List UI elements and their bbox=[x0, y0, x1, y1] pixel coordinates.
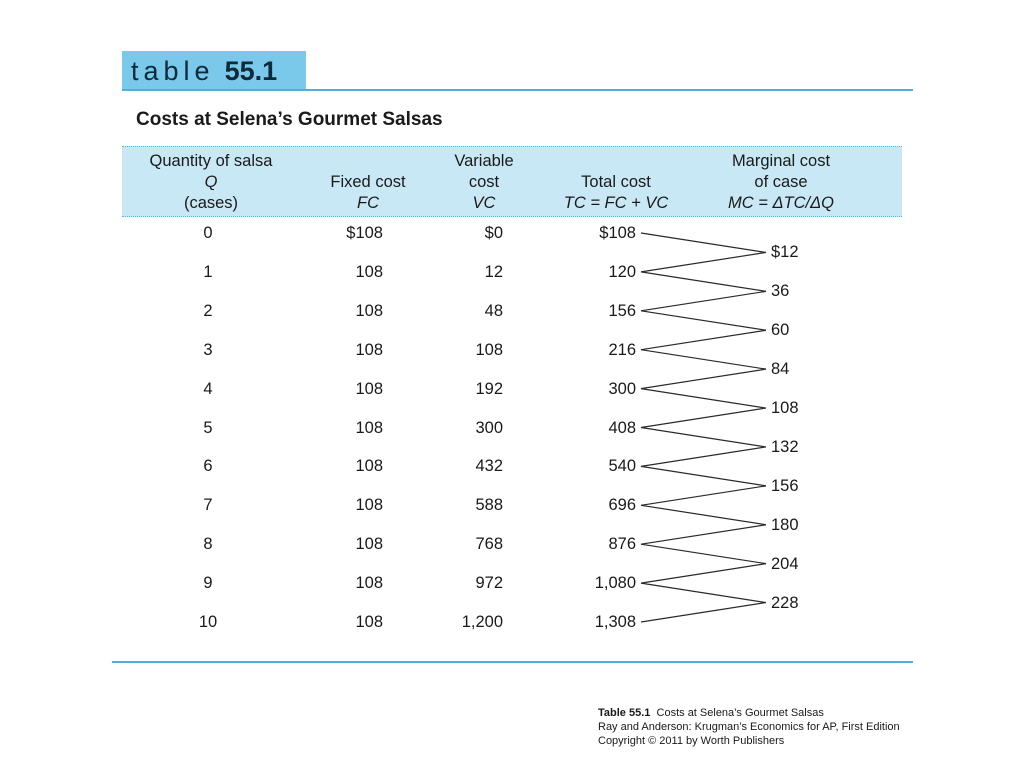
cell-vc: 108 bbox=[475, 340, 503, 359]
cell-fc: 108 bbox=[355, 457, 383, 476]
cell-tc: 408 bbox=[608, 418, 636, 437]
connector-line bbox=[641, 291, 766, 310]
cell-vc: 300 bbox=[475, 418, 503, 437]
header-variable-cost-line-1: Variable bbox=[454, 152, 514, 170]
footer-source: Ray and Anderson: Krugman’s Economics for AP, First Edition bbox=[598, 721, 900, 733]
cell-q: 0 bbox=[203, 224, 213, 242]
connector-line bbox=[641, 447, 766, 466]
cell-vc: 432 bbox=[475, 457, 503, 476]
cell-tc: 876 bbox=[608, 535, 636, 554]
cell-fc: 108 bbox=[355, 418, 383, 437]
header-quantity-line-2: Q bbox=[204, 173, 218, 191]
cell-tc: 156 bbox=[608, 301, 636, 320]
connector-line bbox=[641, 369, 766, 388]
cell-fc: 108 bbox=[355, 535, 383, 554]
footer-caption: Costs at Selena’s Gourmet Salsas bbox=[656, 707, 824, 719]
connector-line bbox=[641, 408, 766, 427]
connector-line bbox=[641, 603, 766, 622]
cell-tc: 696 bbox=[608, 496, 636, 515]
cell-vc: 972 bbox=[475, 574, 503, 593]
cell-tc: 540 bbox=[608, 457, 636, 476]
cell-marginal-cost: 180 bbox=[771, 515, 799, 534]
cell-tc: 1,308 bbox=[594, 613, 636, 631]
connector-line bbox=[641, 330, 766, 349]
cell-vc: 1,200 bbox=[461, 613, 503, 631]
connector-line bbox=[641, 486, 766, 505]
connector-line bbox=[641, 544, 766, 563]
header-variable-cost-line-2: cost bbox=[468, 173, 500, 191]
cell-q: 4 bbox=[203, 379, 213, 398]
cell-fc: 108 bbox=[355, 496, 383, 515]
table-title: Costs at Selena’s Gourmet Salsas bbox=[136, 109, 443, 130]
cell-fc: 108 bbox=[355, 301, 383, 320]
header-quantity-line-1: Quantity of salsa bbox=[149, 152, 273, 170]
cell-vc: 768 bbox=[475, 535, 503, 554]
footer-copyright: Copyright © 2011 by Worth Publishers bbox=[598, 735, 785, 747]
cell-vc: 192 bbox=[475, 379, 503, 398]
cell-q: 2 bbox=[203, 301, 213, 320]
connector-line bbox=[641, 428, 766, 447]
header-marginal-cost-line-3: MC = ΔTC/ΔQ bbox=[727, 194, 835, 212]
connector-line bbox=[641, 389, 766, 408]
cell-vc: $0 bbox=[484, 224, 503, 242]
cell-marginal-cost: 132 bbox=[771, 437, 799, 456]
cell-marginal-cost: 204 bbox=[771, 554, 799, 573]
cell-tc: 1,080 bbox=[594, 574, 636, 593]
connector-line bbox=[641, 252, 766, 271]
cell-q: 6 bbox=[203, 457, 213, 476]
table-tag-number: 55.1 bbox=[224, 55, 278, 86]
cell-vc: 48 bbox=[484, 301, 503, 320]
connector-line bbox=[641, 466, 766, 485]
cell-tc: 120 bbox=[608, 262, 636, 281]
connector-line bbox=[641, 350, 766, 369]
cell-q: 10 bbox=[198, 613, 218, 631]
connector-line bbox=[641, 564, 766, 583]
connector-line bbox=[641, 272, 766, 291]
connector-line bbox=[641, 525, 766, 544]
cell-vc: 588 bbox=[475, 496, 503, 515]
connector-line bbox=[641, 505, 766, 524]
footer-credits bbox=[598, 706, 900, 748]
cell-q: 8 bbox=[203, 535, 213, 554]
header-marginal-cost-line-2: of case bbox=[754, 173, 808, 191]
connector-line bbox=[641, 583, 766, 602]
header-total-cost-line-1: Total cost bbox=[581, 173, 651, 191]
cell-q: 5 bbox=[203, 418, 213, 437]
cell-q: 1 bbox=[203, 262, 213, 281]
header-fixed-cost-line-2: FC bbox=[357, 194, 379, 212]
cell-marginal-cost: 108 bbox=[771, 399, 799, 418]
cell-fc: 108 bbox=[355, 574, 383, 593]
cell-marginal-cost: $12 bbox=[771, 243, 799, 262]
footer-label: Table 55.1 bbox=[598, 707, 651, 719]
bottom-rule bbox=[112, 661, 913, 663]
cell-fc: 108 bbox=[355, 262, 383, 281]
cell-fc: 108 bbox=[355, 613, 383, 631]
cell-q: 9 bbox=[203, 574, 213, 593]
header-fixed-cost-line-1: Fixed cost bbox=[330, 173, 406, 191]
cell-marginal-cost: 228 bbox=[771, 593, 799, 612]
header-quantity-line-3: (cases) bbox=[183, 194, 239, 212]
connector-line bbox=[641, 233, 766, 252]
cell-tc: 216 bbox=[608, 340, 636, 359]
cell-fc: $108 bbox=[346, 224, 383, 242]
cell-q: 3 bbox=[203, 340, 213, 359]
cell-tc: 300 bbox=[608, 379, 636, 398]
cell-marginal-cost: 84 bbox=[771, 360, 790, 379]
cell-fc: 108 bbox=[355, 340, 383, 359]
header-marginal-cost-line-1: Marginal cost bbox=[731, 152, 831, 170]
table-tag-word: table bbox=[131, 55, 215, 86]
header-total-cost-line-2: TC = FC + VC bbox=[563, 194, 669, 212]
cell-marginal-cost: 60 bbox=[771, 321, 790, 340]
connector-line bbox=[641, 311, 766, 330]
cell-q: 7 bbox=[203, 496, 213, 515]
cell-marginal-cost: 156 bbox=[771, 476, 799, 495]
cell-fc: 108 bbox=[355, 379, 383, 398]
cell-vc: 12 bbox=[484, 262, 503, 281]
header-variable-cost-line-3: VC bbox=[472, 194, 496, 212]
cell-tc: $108 bbox=[599, 224, 636, 242]
cell-marginal-cost: 36 bbox=[771, 282, 790, 301]
